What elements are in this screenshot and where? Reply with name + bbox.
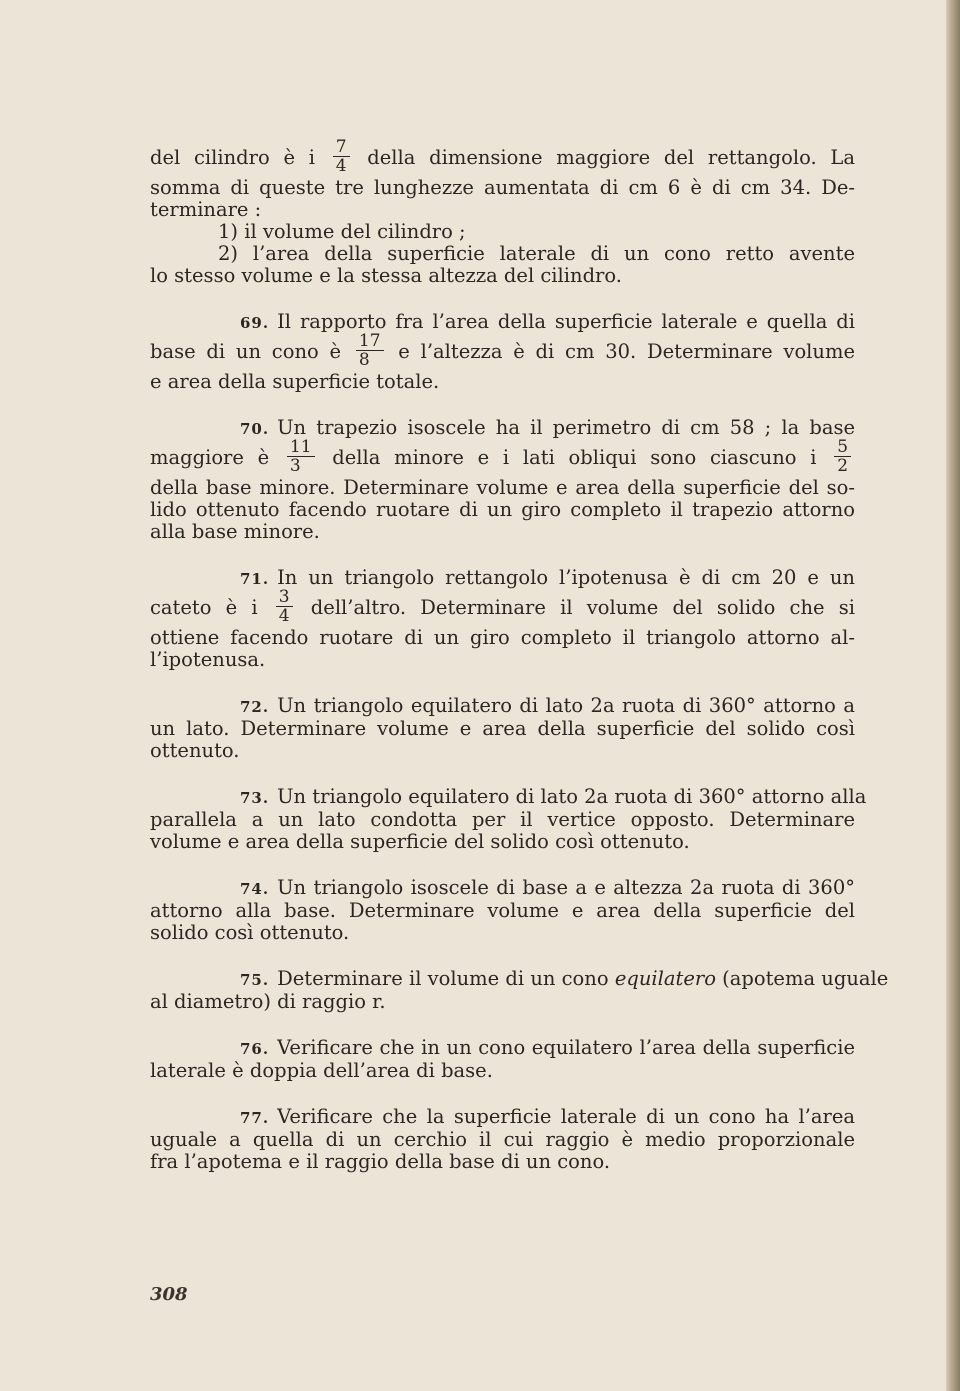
exercise-72-line-1: 72. Un triangolo equilatero di lato 2a ruota di 360° attorno a — [240, 694, 855, 717]
exercise-73 — [150, 785, 867, 853]
exercise-77 — [150, 1106, 855, 1173]
fraction-11-3: $\frac{11}{3}$ — [287, 438, 315, 475]
exercise-70-line-4: lido ottenuto facendo ruotare di un giro completo il trapezio attorno — [150, 498, 855, 521]
exercise-number: 70. — [240, 420, 270, 438]
exercise-number: 72. — [240, 698, 270, 716]
exercise-76-line-1: 76. Verificare che in un cono equilatero l’area della superficie — [240, 1036, 855, 1059]
exercise-73-line-1: 73. Un triangolo equilatero di lato 2a ruota di 360° attorno alla — [240, 785, 867, 808]
exercise-74-line-2: attorno alla base. Determinare volume e area della superficie del — [150, 899, 855, 922]
fraction-17-8: $\frac{17}{8}$ — [356, 332, 384, 369]
exercise-69-line-3: e area della superficie totale. — [150, 370, 440, 393]
page-edge — [946, 0, 960, 1391]
intro-line-1: del cilindro è i $\frac{7}{4}$ della dimensione maggiore del rettangolo. La — [150, 137, 855, 176]
exercise-77-line-3: fra l’apotema e il raggio della base di un cono. — [150, 1150, 611, 1173]
exercise-77-line-1: 77. Verificare che la superficie laterale di un cono ha l’area — [240, 1105, 855, 1128]
exercise-76 — [150, 1037, 855, 1082]
fraction-3-4: $\frac{3}{4}$ — [276, 588, 293, 625]
exercise-75-line-2: al diametro) di raggio r. — [150, 990, 386, 1013]
exercise-70-line-2: maggiore è $\frac{11}{3}$ della minore e i lati obliqui sono ciascuno i $\frac{5}{2}$ — [150, 440, 855, 477]
exercise-74-line-3: solido così ottenuto. — [150, 921, 350, 944]
intro-line-2: somma di queste tre lunghezze aumentata di cm 6 è di cm 34. De- — [150, 176, 855, 199]
exercise-71-line-2: cateto è i $\frac{3}{4}$ dell’altro. Determinare il volume del solido che si — [150, 587, 855, 626]
exercise-76-line-2: laterale è doppia dell’area di base. — [150, 1059, 493, 1082]
exercise-69-line-2: base di un cono è $\frac{17}{8}$ e l’altezza è di cm 30. Determinare volume — [150, 331, 856, 370]
exercise-70-line-1: 70. Un trapezio isoscele ha il perimetro di cm 58 ; la base — [240, 416, 855, 439]
exercise-77-line-2: uguale a quella di un cerchio il cui raggio è medio proporzionale — [150, 1128, 855, 1151]
intro-line-3: terminare : — [150, 198, 262, 221]
intro-line-6: lo stesso volume e la stessa altezza del cilindro. — [150, 264, 622, 287]
page-number: 308 — [150, 1284, 188, 1305]
exercise-74-line-1: 74. Un triangolo isoscele di base a e altezza 2a ruota di 360° — [240, 876, 855, 899]
exercise-75 — [150, 967, 889, 1013]
exercise-72 — [150, 695, 855, 762]
exercise-70-line-3: della base minore. Determinare volume e area della superficie del so- — [150, 476, 855, 499]
exercise-69 — [150, 311, 855, 393]
intro-line-4: 1) il volume del cilindro ; — [218, 220, 466, 243]
exercise-70 — [150, 417, 855, 543]
exercise-73-line-2: parallela a un lato condotta per il vertice opposto. Determinare — [150, 808, 855, 831]
exercise-69-line-1: 69. Il rapporto fra l’area della superficie laterale e quella di — [240, 310, 855, 333]
exercise-71 — [150, 567, 855, 671]
exercise-70-line-5: alla base minore. — [150, 520, 320, 543]
intro-paragraph — [150, 137, 855, 287]
exercise-number: 74. — [240, 880, 270, 898]
fraction-5-2: $\frac{5}{2}$ — [834, 438, 851, 475]
exercise-73-line-3: volume e area della superficie del solido così ottenuto. — [150, 830, 690, 853]
intro-line-5: 2) l’area della superficie laterale di un cono retto avente — [218, 242, 855, 265]
exercise-number: 71. — [240, 570, 270, 588]
exercise-72-line-2: un lato. Determinare volume e area della superficie del solido così — [150, 717, 855, 740]
exercise-72-line-3: ottenuto. — [150, 739, 240, 762]
exercise-number: 69. — [240, 314, 270, 332]
page-text — [150, 137, 889, 1173]
exercise-74 — [150, 877, 855, 944]
exercise-number: 75. — [240, 971, 270, 989]
exercise-75-line-1: 75. Determinare il volume di un cono equilatero (apotema uguale — [240, 967, 889, 990]
exercise-number: 76. — [240, 1040, 270, 1058]
exercise-71-line-3: ottiene facendo ruotare di un giro completo il triangolo attorno al- — [150, 626, 855, 649]
exercise-number: 77. — [240, 1109, 270, 1127]
exercise-71-line-4: l’ipotenusa. — [150, 648, 266, 671]
exercise-71-line-1: 71. In un triangolo rettangolo l’ipotenusa è di cm 20 e un — [240, 566, 855, 589]
fraction-7-4: $\frac{7}{4}$ — [333, 138, 350, 175]
exercise-number: 73. — [240, 789, 270, 807]
